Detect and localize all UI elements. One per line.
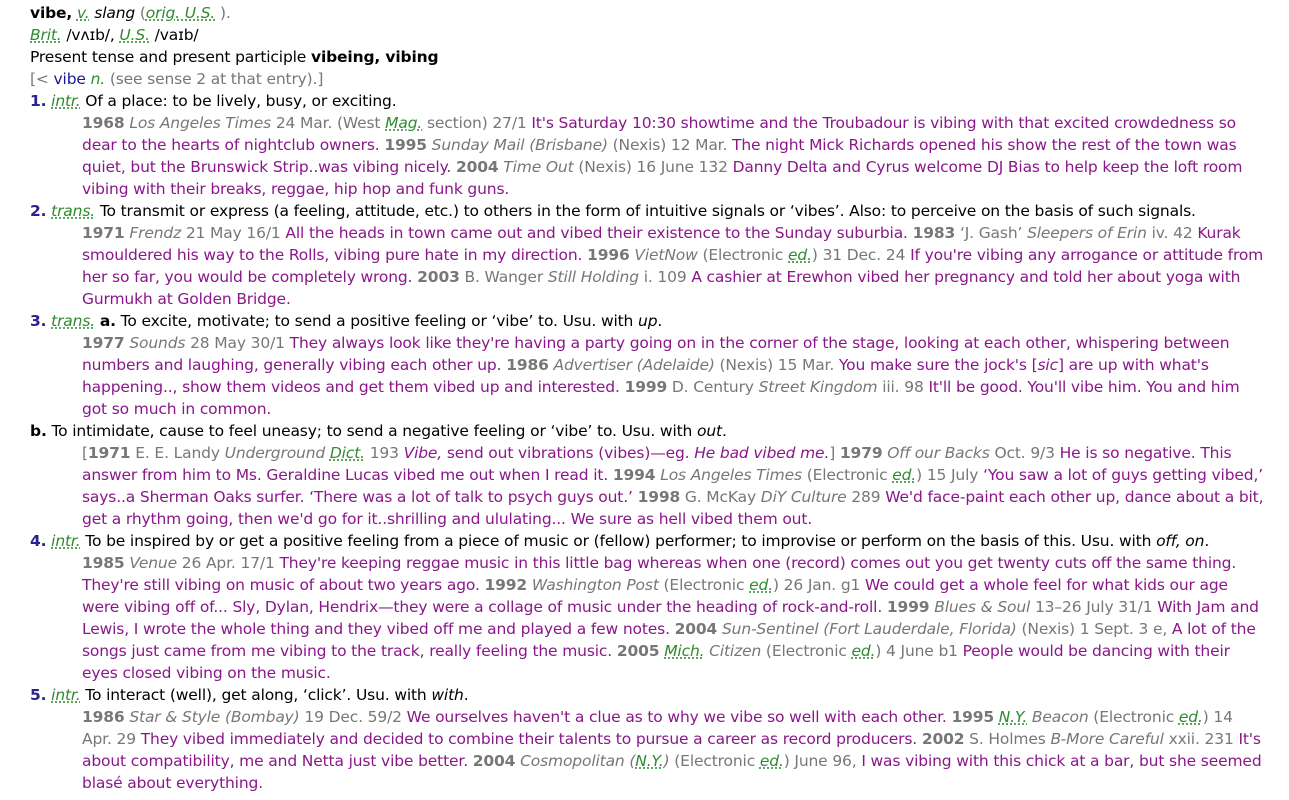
quote-year: 1971 (82, 224, 125, 242)
quote-year: 1999 (624, 378, 668, 396)
quote-text: They always look like they're having a party going on in the corner of the stage, looking at each other, whispering between numbers and laughing, generally vibing each other up. (82, 334, 1230, 374)
quote-year: 1999 (886, 598, 930, 616)
quote-abbr-link[interactable]: ed. (759, 752, 784, 770)
quote-source: Beacon (1031, 708, 1089, 726)
sense-5-definition (30, 684, 1279, 706)
quote-ref: ) 26 Jan. g1 (772, 576, 861, 594)
quote-abbr-link[interactable]: ed. (788, 246, 812, 264)
quote-text: He is so negative. This answer from him to Ms. Geraldine Lucas vibed me out when I read it. (82, 444, 1232, 484)
sense-number: 3. (30, 312, 47, 330)
definition-text: To excite, motivate; to send a positive feeling or ‘vibe’ to. Usu. with (120, 312, 634, 330)
quote-source: Star & Style (Bombay) (129, 708, 300, 726)
sense-number: 2. (30, 202, 47, 220)
bracket-close: ] (829, 444, 836, 462)
inflections: vibeing, vibing (310, 48, 439, 66)
sense-number: 5. (30, 686, 47, 704)
quote-year: 1968 (82, 114, 125, 132)
definition-emphasis: off, on (1156, 532, 1205, 550)
pronunciation-line (30, 24, 1279, 46)
quote-source: Sounds (129, 334, 186, 352)
origin-paren-close: ). (219, 4, 231, 22)
quote-source: Sun-Sentinel (Fort Lauderdale, Florida) (721, 620, 1017, 638)
inflection-line (30, 46, 1279, 68)
quote-ref: 13–26 July 31/1 (1034, 598, 1153, 616)
quote-ref: (Nexis) 12 Mar. (612, 136, 728, 154)
quote-text-emphasis: Vibe, (403, 444, 443, 462)
quote-year: 2002 (921, 730, 965, 748)
us-pronunciation: /vaɪb/ (154, 26, 199, 44)
quote-year: 1994 (612, 466, 656, 484)
quote-source-abbr-link[interactable]: N.Y. (998, 708, 1028, 726)
quote-ref: xxii. 231 (1168, 730, 1234, 748)
quote-year: 1995 (384, 136, 427, 154)
quote-ref: 19 Dec. 59/2 (304, 708, 402, 726)
quote-ref: (Electronic (1093, 708, 1175, 726)
quote-ref: (Electronic (674, 752, 756, 770)
quote-text: Kurak smouldered his way to the Rolls, vibing pure hate in my direction. (82, 224, 1241, 264)
us-label[interactable]: U.S. (119, 26, 150, 44)
quote-abbr-link[interactable]: ed. (1178, 708, 1203, 726)
definition-emphasis: up (638, 312, 658, 330)
sense-number: 4. (30, 532, 47, 550)
etymology-line (30, 68, 1279, 90)
quote-text: It's Saturday 10:30 showtime and the Troubadour is vibing with that excited crowdedness so dear to the hearts of nightclub owners. (82, 114, 1236, 154)
quote-text: With Jam and Lewis, I wrote the whole thing and they vibed off me and played a few notes. (82, 598, 1259, 638)
quote-year: 1995 (951, 708, 995, 726)
quote-source: Los Angeles Times (129, 114, 272, 132)
quote-text: A lot of the songs just came from me vibing to the track, really feeling the music. (82, 620, 1256, 660)
quote-ref: (Electronic (663, 576, 745, 594)
quote-abbr-link[interactable]: Dict. (329, 444, 365, 462)
origin-label[interactable]: orig. U.S. (145, 4, 216, 22)
quote-year: 2004 (674, 620, 718, 638)
quote-abbr-link[interactable]: ed. (892, 466, 917, 484)
definition-text: To transmit or express (a feeling, attitude, etc.) to others in the form of intuitive signals or ‘vibes’. Also: to perceive on the basis of such signals. (99, 202, 1196, 220)
inflection-text: Present tense and present participle (30, 48, 307, 66)
sense-label[interactable]: trans. (51, 202, 96, 220)
quote-year: 1992 (484, 576, 528, 594)
quote-source: Blues & Soul (934, 598, 1031, 616)
quote-source: Venue (129, 554, 177, 572)
quote-text: ] are up with what's happening.., show them videos and get them vibed up and interested. (82, 356, 1209, 396)
subsense-letter: a. (99, 312, 116, 330)
quote-source: Time Out (503, 158, 574, 176)
entry-headline (30, 2, 1279, 24)
quote-text: send out vibrations (vibes)—eg. (446, 444, 690, 462)
sense-label[interactable]: trans. (51, 312, 96, 330)
quote-year: 1986 (506, 356, 549, 374)
quote-ref: (Nexis) 15 Mar. (719, 356, 835, 374)
quote-text: We ourselves haven't a clue as to why we vibe so well with each other. (406, 708, 947, 726)
definition-text: To be inspired by or get a positive feeling from a piece of music or (fellow) performer; to improvise or perform on the basis of this. Usu. with (85, 532, 1152, 550)
quote-text: If you're vibing any arrogance or attitude from her so far, you would be completely wrong. (82, 246, 1264, 286)
quote-ref: ) June 96, (783, 752, 857, 770)
quote-text: It'll be good. You'll vibe him. You and him got so much in common. (82, 378, 1240, 418)
sense-2-quotations (82, 222, 1267, 310)
quote-text: We could get a whole feel for what kids our age were vibing off of... Sly, Dylan, Hendrix—they were a collage of music under the heading of rock-and-roll. (82, 576, 1228, 616)
quote-ref: 26 Apr. 17/1 (181, 554, 275, 572)
quote-source: Sleepers of Erin (1027, 224, 1147, 242)
quote-year: 2004 (455, 158, 499, 176)
quote-year: 1986 (82, 708, 125, 726)
quote-ref: iii. 98 (882, 378, 924, 396)
definition-emphasis: out (697, 422, 722, 440)
definition-end: . (1204, 532, 1210, 550)
quote-source-abbr-link[interactable]: N.Y. (635, 752, 664, 770)
sense-2-definition (30, 200, 1279, 222)
quote-source: VietNow (634, 246, 698, 264)
quote-text: You make sure the jock's [ (838, 356, 1038, 374)
sense-3a-definition (30, 310, 1279, 332)
origin-paren-open: ( (139, 4, 146, 22)
quote-text: We'd face-paint each other up, dance about a bit, get a rhythm going, then we'd go for it..shrilling and ululating... We sure as hell vibed them out. (82, 488, 1264, 528)
quote-source: Advertiser (Adelaide) (553, 356, 715, 374)
quote-ref: ) 14 Apr. 29 (82, 708, 1233, 748)
quote-source: Washington Post (531, 576, 659, 594)
quote-year: 1985 (82, 554, 125, 572)
quote-ref: (Nexis) 1 Sept. 3 e, (1021, 620, 1168, 638)
quote-year: 1979 (839, 444, 883, 462)
quote-text: A cashier at Erewhon vibed her pregnancy and told her about yoga with Gurmukh at Golden Bridge. (82, 268, 1241, 308)
sense-label[interactable]: intr. (51, 532, 81, 550)
quote-source: ) (663, 752, 670, 770)
definition-text: Of a place: to be lively, busy, or exciting. (85, 92, 397, 110)
quote-ref: ) 15 July (916, 466, 979, 484)
sense-label[interactable]: intr. (51, 92, 81, 110)
quote-year: 1971 (87, 444, 131, 462)
brit-pronunciation: /vʌɪb/, (66, 26, 115, 44)
quote-source: Cosmopolitan ( (520, 752, 636, 770)
definition-text: To interact (well), get along, ‘click’. Usu. with (85, 686, 427, 704)
quote-year: 1983 (912, 224, 956, 242)
quote-year: 2003 (417, 268, 460, 286)
sense-3b-definition (30, 420, 1279, 442)
etymology-link[interactable]: vibe (53, 70, 86, 88)
definition-end: . (721, 422, 727, 440)
quote-source: Underground (224, 444, 326, 462)
quote-year: 1996 (587, 246, 630, 264)
quote-year: 1998 (637, 488, 681, 506)
quote-source-abbr-link[interactable]: Mich. (664, 642, 705, 660)
quote-ref: Oct. 9/3 (994, 444, 1055, 462)
quote-source: Sunday Mail (Brisbane) (431, 136, 608, 154)
quote-ref: (Electronic (765, 642, 847, 660)
etymology-open: [< (30, 70, 49, 88)
quote-text: ‘You saw a lot of guys getting vibed,’ says..a Sherman Oaks surfer. ‘There was a lot of talk to psych guys out.’ (82, 466, 1264, 506)
quote-ref: 28 May 30/1 (190, 334, 285, 352)
quote-ref: ) 4 June b1 (875, 642, 958, 660)
quote-year: 1977 (82, 334, 125, 352)
definition-text: To intimidate, cause to feel uneasy; to send a negative feeling or ‘vibe’ to. Usu. with (51, 422, 693, 440)
subsense-letter: b. (30, 422, 47, 440)
quote-source: Still Holding (547, 268, 639, 286)
quote-text-emphasis: He bad vibed me. (694, 444, 830, 462)
sense-1-quotations (82, 112, 1267, 200)
sense-label[interactable]: intr. (51, 686, 81, 704)
quote-text: All the heads in town came out and vibed their existence to the Sunday suburbia. (285, 224, 908, 242)
sense-number: 1. (30, 92, 47, 110)
sense-5-quotations (82, 706, 1267, 794)
sense-4-definition (30, 530, 1279, 552)
quote-ref: 289 (851, 488, 881, 506)
quote-text: They're keeping reggae music in this little bag whereas when one (record) comes out you get twenty cuts off the same thing. They're still vibing on music of about two years ago. (82, 554, 1237, 594)
quote-author: G. McKay (684, 488, 757, 506)
quote-source: Street Kingdom (758, 378, 878, 396)
quote-source: Frendz (129, 224, 182, 242)
quote-year: 2004 (472, 752, 516, 770)
quote-ref: (Electronic (702, 246, 784, 264)
sense-1-definition (30, 90, 1279, 112)
quote-abbr-link[interactable]: ed. (851, 642, 876, 660)
quote-author: S. Holmes (969, 730, 1046, 748)
quote-ref: iv. 42 (1151, 224, 1193, 242)
quote-source: B-More Careful (1050, 730, 1164, 748)
brit-label[interactable]: Brit. (30, 26, 62, 44)
quote-abbr-link[interactable]: ed. (749, 576, 773, 594)
quote-author: B. Wanger (464, 268, 544, 286)
quote-author: ‘J. Gash’ (959, 224, 1023, 242)
sense-3a-quotations (82, 332, 1267, 420)
quote-text: Danny Delta and Cyrus welcome DJ Bias to help keep the loft room vibing with their breaks, reggae, hip hop and funk guns. (82, 158, 1243, 198)
sense-4-quotations (82, 552, 1267, 684)
quote-author: E. E. Landy (135, 444, 220, 462)
quote-text: People would be dancing with their eyes closed vibing on the music. (82, 642, 1230, 682)
quote-ref: 24 Mar. (West (275, 114, 381, 132)
register-label: slang (94, 4, 136, 22)
quote-source: Los Angeles Times (660, 466, 802, 484)
quote-ref: ) 31 Dec. 24 (811, 246, 906, 264)
quote-ref: 21 May 16/1 (185, 224, 281, 242)
quote-ref: (Nexis) 16 June 132 (578, 158, 728, 176)
quote-source: Off our Backs (887, 444, 990, 462)
sense-3b-quotations (82, 442, 1267, 530)
quote-abbr-link[interactable]: Mag. (385, 114, 423, 132)
quote-text: The night Mick Richards opened his show the rest of the town was quiet, but the Brunswick Strip..was vibing nicely. (82, 136, 1237, 176)
etymology-rest: (see sense 2 at that entry).] (109, 70, 324, 88)
quote-author: D. Century (671, 378, 754, 396)
quote-ref: (Electronic (806, 466, 888, 484)
bracket-open: [ (82, 444, 88, 462)
quote-year: 2005 (616, 642, 660, 660)
quote-ref: 193 (369, 444, 399, 462)
quote-text: I was vibing with this chick at a bar, but she seemed blasé about everything. (82, 752, 1262, 792)
definition-end: . (657, 312, 663, 330)
quote-text-emphasis: sic (1037, 356, 1058, 374)
quote-text: It's about compatibility, me and Netta just vibe better. (82, 730, 1261, 770)
definition-end: . (463, 686, 469, 704)
quote-source: Citizen (709, 642, 762, 660)
part-of-speech-label[interactable]: v. (76, 4, 90, 22)
quote-ref: i. 109 (643, 268, 687, 286)
definition-emphasis: with (431, 686, 464, 704)
quote-ref: section) 27/1 (426, 114, 527, 132)
quote-text: They vibed immediately and decided to combine their talents to pursue a career as record producers. (140, 730, 918, 748)
etymology-pos[interactable]: n. (90, 70, 106, 88)
headword: vibe, (30, 4, 73, 22)
quote-source: DiY Culture (760, 488, 847, 506)
